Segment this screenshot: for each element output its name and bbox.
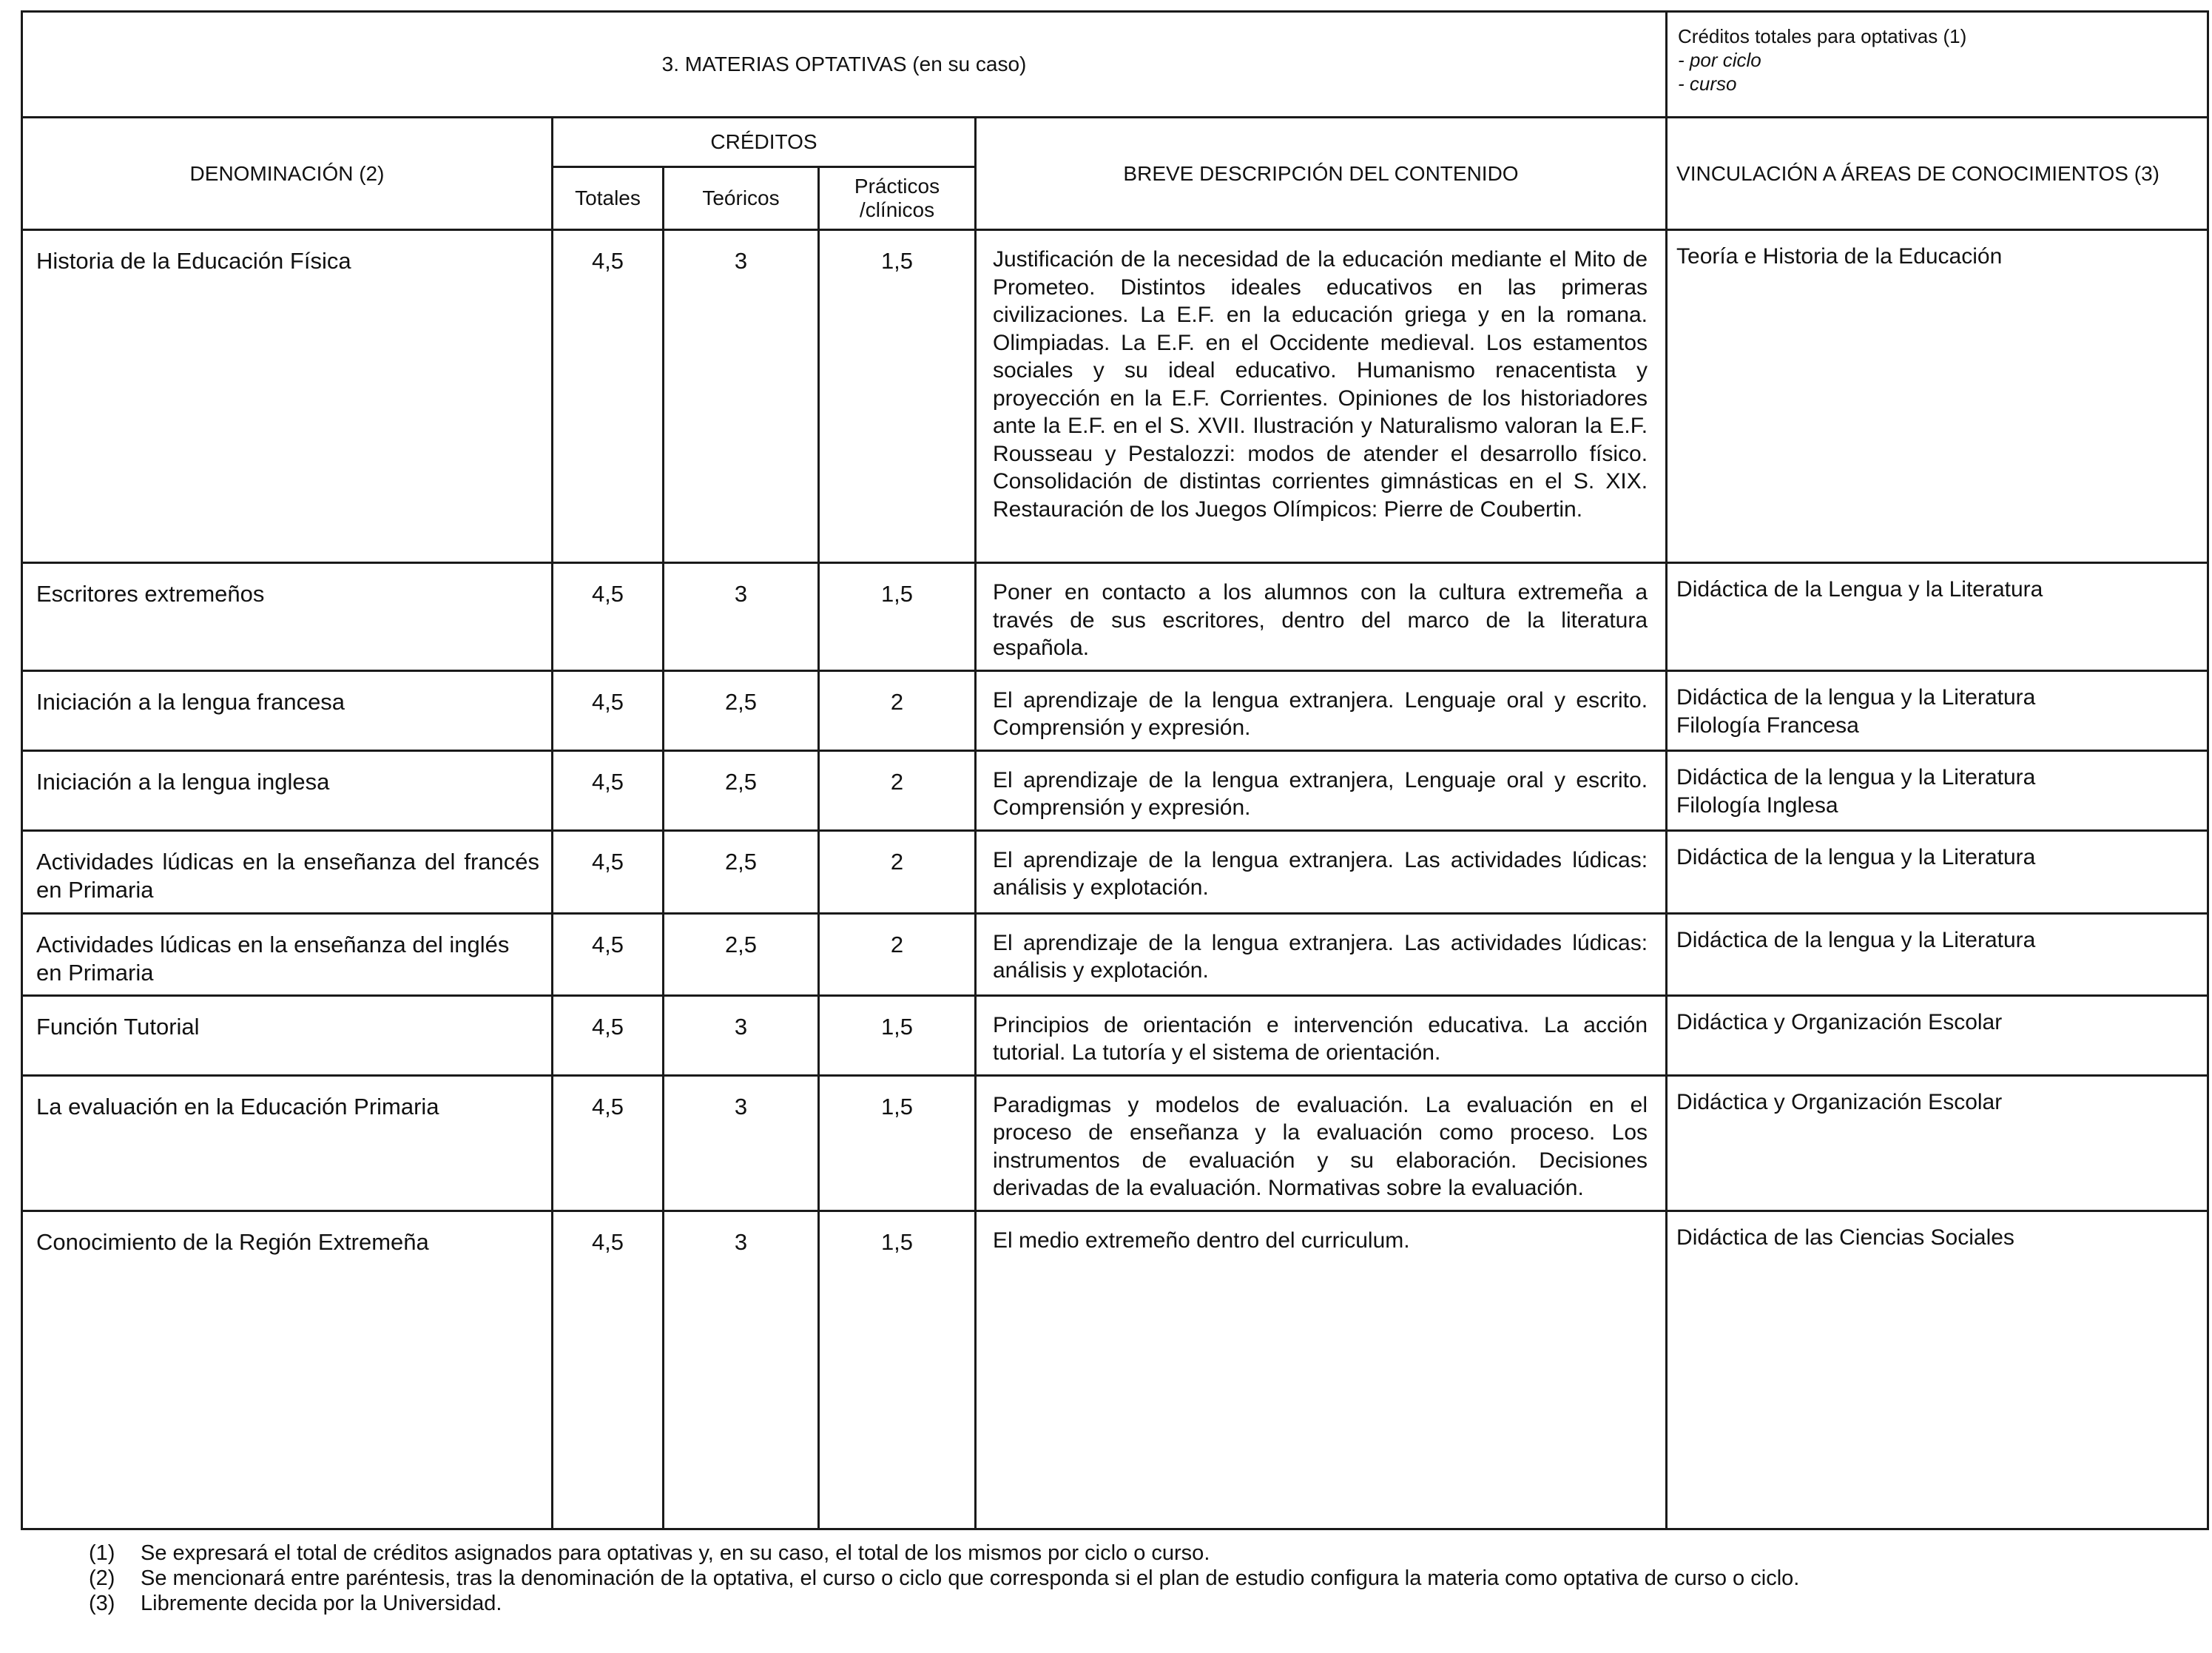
footnote (89, 1566, 2160, 1591)
row-description: El aprendizaje de la lengua extranjera, Lenguaje oral y escrito. Comprensión y expresión. (976, 750, 1667, 830)
area-item: Didáctica de la lengua y la Literatura (1676, 764, 2036, 790)
row-totales: 4,5 (553, 1211, 664, 1529)
table-row (22, 750, 2208, 830)
table-row (22, 995, 2208, 1075)
row-totales: 4,5 (553, 913, 664, 995)
footnote-text: Se expresará el total de créditos asignados para optativas y, en su caso, el total de los mismos por ciclo o curso. (141, 1541, 1210, 1565)
row-teoricos: 3 (664, 1211, 819, 1529)
row-teoricos: 3 (664, 995, 819, 1075)
row-practicos: 1,5 (819, 230, 976, 563)
area-item: Didáctica y Organización Escolar (1676, 1089, 2003, 1114)
optativas-table (21, 10, 2209, 1530)
row-name: La evaluación en la Educación Primaria (22, 1075, 553, 1211)
row-name: Actividades lúdicas en la enseñanza del inglés en Primaria (22, 913, 553, 995)
table-row (22, 1211, 2208, 1529)
footnote-text: Se mencionará entre paréntesis, tras la denominación de la optativa, el curso o ciclo que corresponda si el plan de estudio configura la materia como optativa de curso o ciclo. (141, 1566, 1800, 1590)
header-practicos: Prácticos /clínicos (819, 167, 976, 230)
table-row (22, 563, 2208, 671)
credits-note-line2: - por ciclo (1678, 49, 1761, 71)
row-areas (1667, 230, 2208, 563)
header-totales: Totales (553, 167, 664, 230)
row-description: Poner en contacto a los alumnos con la cultura extremeña a través de sus escritores, dentro del marco de la literatura española. (976, 563, 1667, 671)
area-item: Didáctica y Organización Escolar (1676, 1009, 2003, 1034)
row-name: Iniciación a la lengua francesa (22, 670, 553, 750)
row-teoricos: 2,5 (664, 913, 819, 995)
table-row (22, 1075, 2208, 1211)
row-name: Iniciación a la lengua inglesa (22, 750, 553, 830)
row-areas (1667, 995, 2208, 1075)
table-row (22, 830, 2208, 913)
footnote-number: (2) (89, 1566, 115, 1590)
row-name: Conocimiento de la Región Extremeña (22, 1211, 553, 1529)
row-areas (1667, 563, 2208, 671)
footnote (89, 1591, 2160, 1616)
area-item: Didáctica de la lengua y la Literatura (1676, 927, 2036, 952)
row-teoricos: 2,5 (664, 670, 819, 750)
row-description: El aprendizaje de la lengua extranjera. Las actividades lúdicas: análisis y explotación. (976, 830, 1667, 913)
row-areas (1667, 1075, 2208, 1211)
row-description: Justificación de la necesidad de la educación mediante el Mito de Prometeo. Distintos ideales educativos en las primeras civilizaciones. La E.F. en la educación griega y en la romana. Olimpiadas. La E.F. en el Occidente medieval. Los estamentos sociales y su ideal educativo. Humanismo renacentista y proyección en la E.F. Corrientes. Opiniones de los historiadores ante la E.F. en el S. XVII. Ilustración y Naturalismo valoran la E.F. Rousseau y Pestalozzi: modos de atender el desarrollo físico. Consolidación de distintas corrientes gimnásticas en el S. XIX. Restauración de los Juegos Olímpicos: Pierre de Coubertin. (976, 230, 1667, 563)
header-creditos: CRÉDITOS (553, 118, 976, 167)
header-row-top (22, 118, 2208, 167)
area-item: Filología Francesa (1676, 713, 1859, 738)
row-totales: 4,5 (553, 830, 664, 913)
row-name: Función Tutorial (22, 995, 553, 1075)
header-descripcion: BREVE DESCRIPCIÓN DEL CONTENIDO (976, 118, 1667, 230)
area-item: Didáctica de la lengua y la Literatura (1676, 844, 2036, 869)
row-practicos: 1,5 (819, 563, 976, 671)
row-practicos: 1,5 (819, 1075, 976, 1211)
row-totales: 4,5 (553, 563, 664, 671)
credits-note-line3: - curso (1678, 73, 1737, 95)
row-description: El aprendizaje de la lengua extranjera. Lenguaje oral y escrito. Comprensión y expresión. (976, 670, 1667, 750)
row-areas (1667, 670, 2208, 750)
row-practicos: 2 (819, 750, 976, 830)
row-name: Actividades lúdicas en la enseñanza del francés en Primaria (22, 830, 553, 913)
footnote-number: (3) (89, 1592, 115, 1615)
row-practicos: 2 (819, 913, 976, 995)
area-item: Teoría e Historia de la Educación (1676, 244, 2003, 269)
row-description: Principios de orientación e intervención educativa. La acción tutorial. La tutoría y el sistema de orientación. (976, 995, 1667, 1075)
footnote-text: Libremente decida por la Universidad. (141, 1592, 502, 1615)
row-description: Paradigmas y modelos de evaluación. La evaluación en el proceso de enseñanza y la evaluación como proceso. Los instrumentos de evaluación y su elaboración. Decisiones derivadas de la evaluación. Normativas sobre la evaluación. (976, 1075, 1667, 1211)
row-name: Historia de la Educación Física (22, 230, 553, 563)
row-teoricos: 3 (664, 1075, 819, 1211)
row-teoricos: 2,5 (664, 830, 819, 913)
credits-note-line1: Créditos totales para optativas (1) (1678, 25, 1967, 47)
area-item: Didáctica de la lengua y la Literatura (1676, 684, 2036, 710)
row-description: El aprendizaje de la lengua extranjera. Las actividades lúdicas: análisis y explotación. (976, 913, 1667, 995)
header-teoricos: Teóricos (664, 167, 819, 230)
area-item: Didáctica de la Lengua y la Literatura (1676, 577, 2043, 602)
row-totales: 4,5 (553, 230, 664, 563)
header-denominacion: DENOMINACIÓN (2) (22, 118, 553, 230)
row-totales: 4,5 (553, 750, 664, 830)
table-row (22, 670, 2208, 750)
row-practicos: 2 (819, 670, 976, 750)
row-areas (1667, 830, 2208, 913)
row-teoricos: 3 (664, 563, 819, 671)
footnote-number: (1) (89, 1541, 115, 1565)
row-totales: 4,5 (553, 670, 664, 750)
footnotes (89, 1541, 2160, 1616)
title-row (22, 12, 2208, 118)
footnote (89, 1541, 2160, 1566)
row-practicos: 1,5 (819, 995, 976, 1075)
row-areas (1667, 750, 2208, 830)
area-item: Didáctica de las Ciencias Sociales (1676, 1225, 2014, 1250)
row-practicos: 2 (819, 830, 976, 913)
row-totales: 4,5 (553, 1075, 664, 1211)
section-title: 3. MATERIAS OPTATIVAS (en su caso) (22, 12, 1667, 118)
credits-note (1667, 12, 2208, 118)
row-areas (1667, 1211, 2208, 1529)
table-row (22, 913, 2208, 995)
row-description: El medio extremeño dentro del curriculum. (976, 1211, 1667, 1529)
table-row (22, 230, 2208, 563)
header-vinculacion: VINCULACIÓN A ÁREAS DE CONOCIMIENTOS (3) (1667, 118, 2208, 230)
row-teoricos: 3 (664, 230, 819, 563)
area-item: Filología Inglesa (1676, 792, 1838, 818)
row-areas (1667, 913, 2208, 995)
row-totales: 4,5 (553, 995, 664, 1075)
row-name: Escritores extremeños (22, 563, 553, 671)
row-teoricos: 2,5 (664, 750, 819, 830)
row-practicos: 1,5 (819, 1211, 976, 1529)
